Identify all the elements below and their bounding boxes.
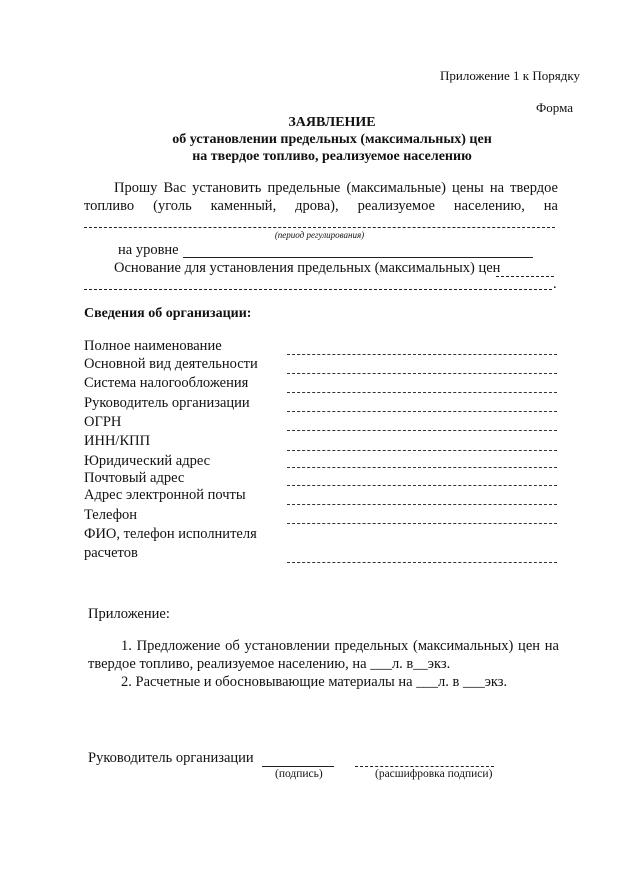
head-input-line[interactable] (287, 411, 557, 412)
field-executor-label-line1: ФИО, телефон исполнителя (84, 526, 257, 542)
period-caption: (период регулирования) (274, 230, 365, 240)
field-full-name-label: Полное наименование (84, 338, 222, 354)
signature-label: Руководитель организации (88, 750, 254, 766)
attachment-1-line1: 1. Предложение об установлении предельных (максимальных) цен на (121, 638, 559, 654)
form-label: Форма (536, 100, 573, 115)
document-subtitle-line2: на твердое топливо, реализуемое населению (192, 149, 472, 164)
signature-decode-caption: (расшифровка подписи) (375, 768, 493, 780)
field-executor-label-line2: расчетов (84, 545, 138, 561)
basis-blank-line-2[interactable] (84, 289, 552, 290)
field-main-activity-label: Основной вид деятельности (84, 356, 258, 372)
attachment-1-line2: твердое топливо, реализуемое населению, на ___л. в__экз. (88, 656, 451, 672)
main-activity-input-line[interactable] (287, 373, 557, 374)
document-title: ЗАЯВЛЕНИЕ (288, 115, 376, 130)
request-text-line1: Прошу Вас установить предельные (максимальные) цены на твердое (114, 180, 558, 196)
executor-input-line[interactable] (287, 562, 557, 563)
basis-blank-line-1[interactable] (496, 276, 554, 277)
email-input-line[interactable] (287, 504, 557, 505)
inn-kpp-input-line[interactable] (287, 450, 557, 451)
field-head-label: Руководитель организации (84, 395, 250, 411)
appendix-reference: Приложение 1 к Порядку (440, 68, 580, 83)
postal-address-input-line[interactable] (287, 485, 557, 486)
field-ogrn-label: ОГРН (84, 414, 122, 430)
attachment-2: 2. Расчетные и обосновывающие материалы на ___л. в ___экз. (121, 674, 508, 690)
field-postal-address-label: Почтовый адрес (84, 470, 185, 486)
signature-blank-line[interactable] (262, 766, 334, 767)
price-level-blank-line[interactable] (183, 257, 533, 258)
attachments-heading: Приложение: (88, 606, 170, 622)
ogrn-input-line[interactable] (287, 430, 557, 431)
basis-end-dot: . (553, 276, 557, 292)
field-inn-kpp-label: ИНН/КПП (84, 433, 151, 449)
field-legal-address-label: Юридический адрес (84, 453, 211, 469)
basis-label: Основание для установления предельных (максимальных) цен (114, 260, 501, 276)
phone-input-line[interactable] (287, 523, 557, 524)
field-phone-label: Телефон (84, 507, 137, 523)
signature-caption: (подпись) (275, 768, 323, 780)
signature-decode-blank-line[interactable] (355, 766, 494, 767)
document-subtitle-line1: об установлении предельных (максимальных) цен (172, 132, 492, 147)
org-info-heading: Сведения об организации: (84, 306, 252, 321)
period-blank-line[interactable] (84, 227, 555, 228)
request-text-line2: топливо (уголь каменный, дрова), реализуемое населению, на (84, 198, 558, 214)
price-level-label: на уровне (118, 242, 179, 258)
field-email-label: Адрес электронной почты (84, 487, 246, 503)
full-name-input-line[interactable] (287, 354, 557, 355)
tax-system-input-line[interactable] (287, 392, 557, 393)
legal-address-input-line[interactable] (287, 467, 557, 468)
field-tax-system-label: Система налогообложения (84, 375, 249, 391)
